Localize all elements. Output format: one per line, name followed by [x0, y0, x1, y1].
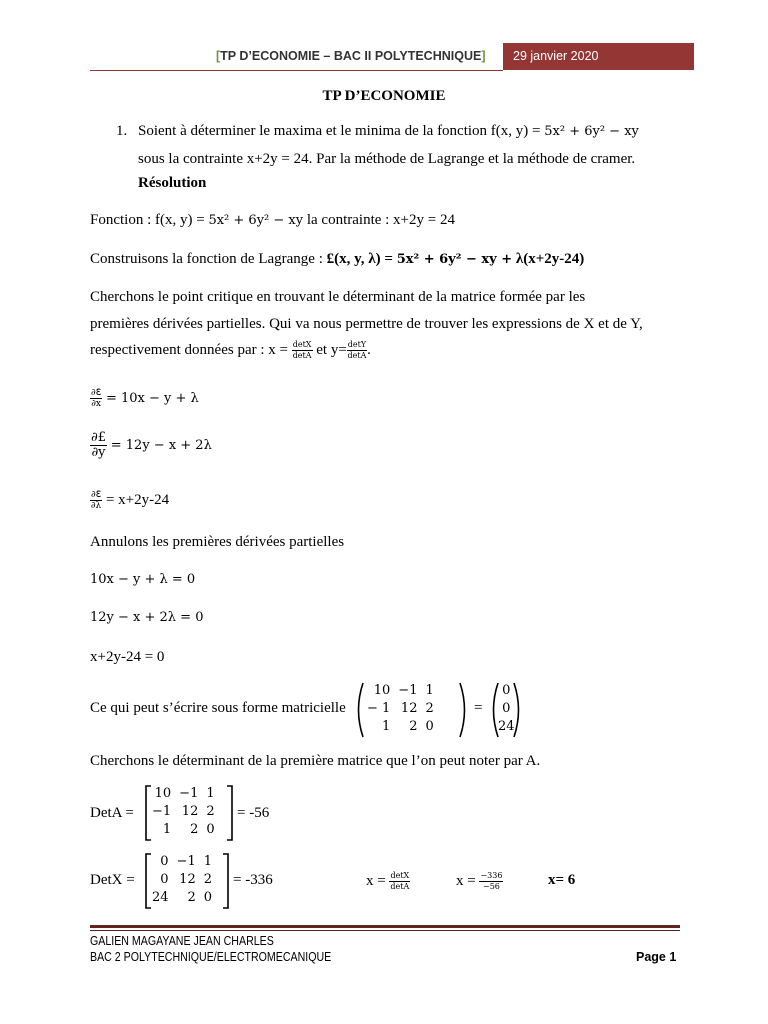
right-bracket [222, 853, 230, 909]
derivative-expr: = x+2y-24 [105, 491, 170, 508]
matrix-cell: 2 [425, 701, 434, 716]
matrix-cell: 10 [154, 786, 172, 801]
fonction-func: 5x² + 6y² − xy [208, 213, 304, 228]
right-paren [512, 682, 524, 738]
critique-line3a: respectivement données par : x = [90, 341, 288, 358]
header-title-text: TP D’ECONOMIE – BAC II POLYTECHNIQUE [220, 49, 482, 63]
lagrange-text-b: £(x, y, λ) = [326, 251, 393, 267]
matrix-deta [148, 785, 219, 839]
item-number: 1. [116, 123, 128, 139]
fonction-line [90, 212, 455, 229]
fraction-values [479, 871, 503, 892]
header-date: 29 janvier 2020 [513, 49, 599, 63]
frac-den: detA [292, 351, 312, 360]
item1-text-b: sous la contrainte x+2y = 24. Par la méthode de Lagrange et la méthode de cramer. [138, 151, 636, 167]
matrix-cell: 0 [203, 890, 212, 905]
frac-num: ∂ℇ [91, 388, 102, 398]
matrix-cell: 12 [400, 701, 418, 716]
matrix-cell: 24 [152, 890, 169, 905]
matrix-detx [148, 853, 216, 907]
detx-label: DetX = [90, 872, 135, 888]
matrix-cell: 10 [373, 683, 391, 698]
matrix-cell: −1 [179, 786, 199, 801]
frac-den: detA [347, 351, 367, 360]
matrix-cell: 1 [425, 683, 434, 698]
frac-num: detX [390, 871, 410, 880]
matrix-cell: 1 [382, 719, 391, 734]
partial-fraction [90, 388, 102, 409]
critique-line1: Cherchons le point critique en trouvant le déterminant de la matrice formée par les [90, 289, 586, 305]
vector-cell: 0 [502, 701, 511, 716]
critique-line3c: . [367, 341, 371, 358]
annulons-text: Annulons les premières dérivées partielles [90, 534, 345, 550]
matrix-cell: 1 [206, 786, 215, 801]
frac-den: ∂λ [90, 501, 102, 511]
frac-den: detA [390, 882, 410, 891]
footer-rule-thin [90, 930, 680, 931]
matrix-cell: −1 [176, 854, 196, 869]
partial-fraction [90, 490, 102, 511]
matrix-equals: = [474, 700, 483, 716]
x-answer: x= 6 [548, 872, 576, 888]
frac-num: ∂£ [91, 430, 106, 445]
derivative-expr: = 12y − x + 2λ [110, 438, 212, 454]
item1-function: 5x² + 6y² − xy [544, 124, 639, 139]
header-rule [90, 70, 503, 71]
matrix-cell: −1 [152, 804, 172, 819]
matrix-cell: 2 [409, 719, 418, 734]
frac-num: −336 [480, 871, 503, 880]
equation-1: 10x − y + λ = 0 [90, 572, 196, 587]
lagrange-line [90, 251, 584, 268]
resolution-heading: Résolution [138, 175, 207, 191]
matrix-a [363, 682, 438, 736]
matrix-cell: 1 [203, 854, 212, 869]
item1-text-a: Soient à déterminer le maxima et le minima de la fonction f(x, y) = [138, 123, 541, 139]
header-date-badge [503, 43, 694, 70]
fonction-text-a: Fonction : f(x, y) = [90, 212, 205, 228]
lagrange-text-a: Construisons la fonction de Lagrange : [90, 251, 323, 267]
matrix-cell: −1 [398, 683, 418, 698]
matrix-cell: 2 [203, 872, 212, 887]
derivative-lambda [90, 490, 169, 511]
matrix-cell: 0 [425, 719, 434, 734]
lagrange-text-d: λ(x+2y-24) [515, 251, 585, 267]
header-title [216, 49, 486, 63]
footer-class: BAC 2 POLYTECHNIQUE/ELECTROMECANIQUE [90, 950, 332, 964]
detx-result: = -336 [233, 872, 273, 888]
equation-2: 12y − x + 2λ = 0 [90, 610, 204, 625]
fonction-text-b: la contrainte : x+2y = 24 [306, 212, 455, 228]
partial-fraction [90, 431, 107, 461]
derivative-expr: = 10x − y + λ [105, 390, 199, 406]
matrix-cell: 12 [179, 872, 196, 887]
x-formula [366, 871, 410, 892]
frac-num: detY [347, 340, 367, 349]
x-label: x = [366, 872, 386, 889]
cherchons-det-text: Cherchons le déterminant de la première matrice que l’on peut noter par A. [90, 753, 541, 769]
derivative-x [90, 388, 199, 409]
deta-label: DetA = [90, 805, 134, 821]
item1-line1 [138, 123, 639, 140]
matrix-cell: 2 [190, 822, 199, 837]
matrix-cell: 12 [181, 804, 199, 819]
frac-num: detX [292, 340, 312, 349]
derivative-y [90, 431, 212, 461]
vector-cell: 24 [498, 719, 515, 734]
matrix-cell: 2 [206, 804, 215, 819]
critique-line3b: et y= [316, 341, 347, 358]
matrix-cell: 1 [162, 822, 172, 837]
matrix-cell: 0 [160, 872, 169, 887]
matrix-cell: 2 [187, 890, 196, 905]
deta-result: = -56 [237, 805, 270, 821]
right-bracket [226, 785, 234, 841]
footer-page-number: Page 1 [636, 950, 677, 964]
right-paren [458, 682, 470, 738]
matrix-cell: − 1 [367, 701, 391, 716]
lagrange-func: 5x² + 6y² − xy + [396, 252, 513, 267]
frac-den: ∂y [91, 445, 106, 461]
matrix-cell: 0 [206, 822, 215, 837]
header-bracket-open: [ [216, 49, 221, 63]
fraction-detx-deta [389, 871, 410, 892]
frac-den: −56 [483, 882, 500, 891]
critique-line2: premières dérivées partielles. Qui va nous permettre de trouver les expressions de X et de Y, [90, 316, 643, 332]
x-value-formula [456, 871, 503, 892]
equation-3: x+2y-24 = 0 [90, 649, 165, 665]
frac-den: ∂x [91, 399, 101, 409]
fraction-detx-deta [292, 340, 313, 361]
matrix-cell: 0 [160, 854, 169, 869]
header-bracket-close: ] [481, 49, 486, 63]
doc-title: TP D’ECONOMIE [322, 88, 446, 104]
footer-rule-thick [90, 925, 680, 928]
critique-line3 [90, 340, 371, 361]
footer-author: GALIEN MAGAYANE JEAN CHARLES [90, 934, 274, 948]
frac-num: ∂ℇ [91, 490, 102, 500]
matricielle-text: Ce qui peut s’écrire sous forme matricielle [90, 700, 346, 716]
x-label: x = [456, 872, 476, 889]
vector-cell: 0 [502, 683, 511, 698]
fraction-dety-deta [347, 340, 367, 361]
